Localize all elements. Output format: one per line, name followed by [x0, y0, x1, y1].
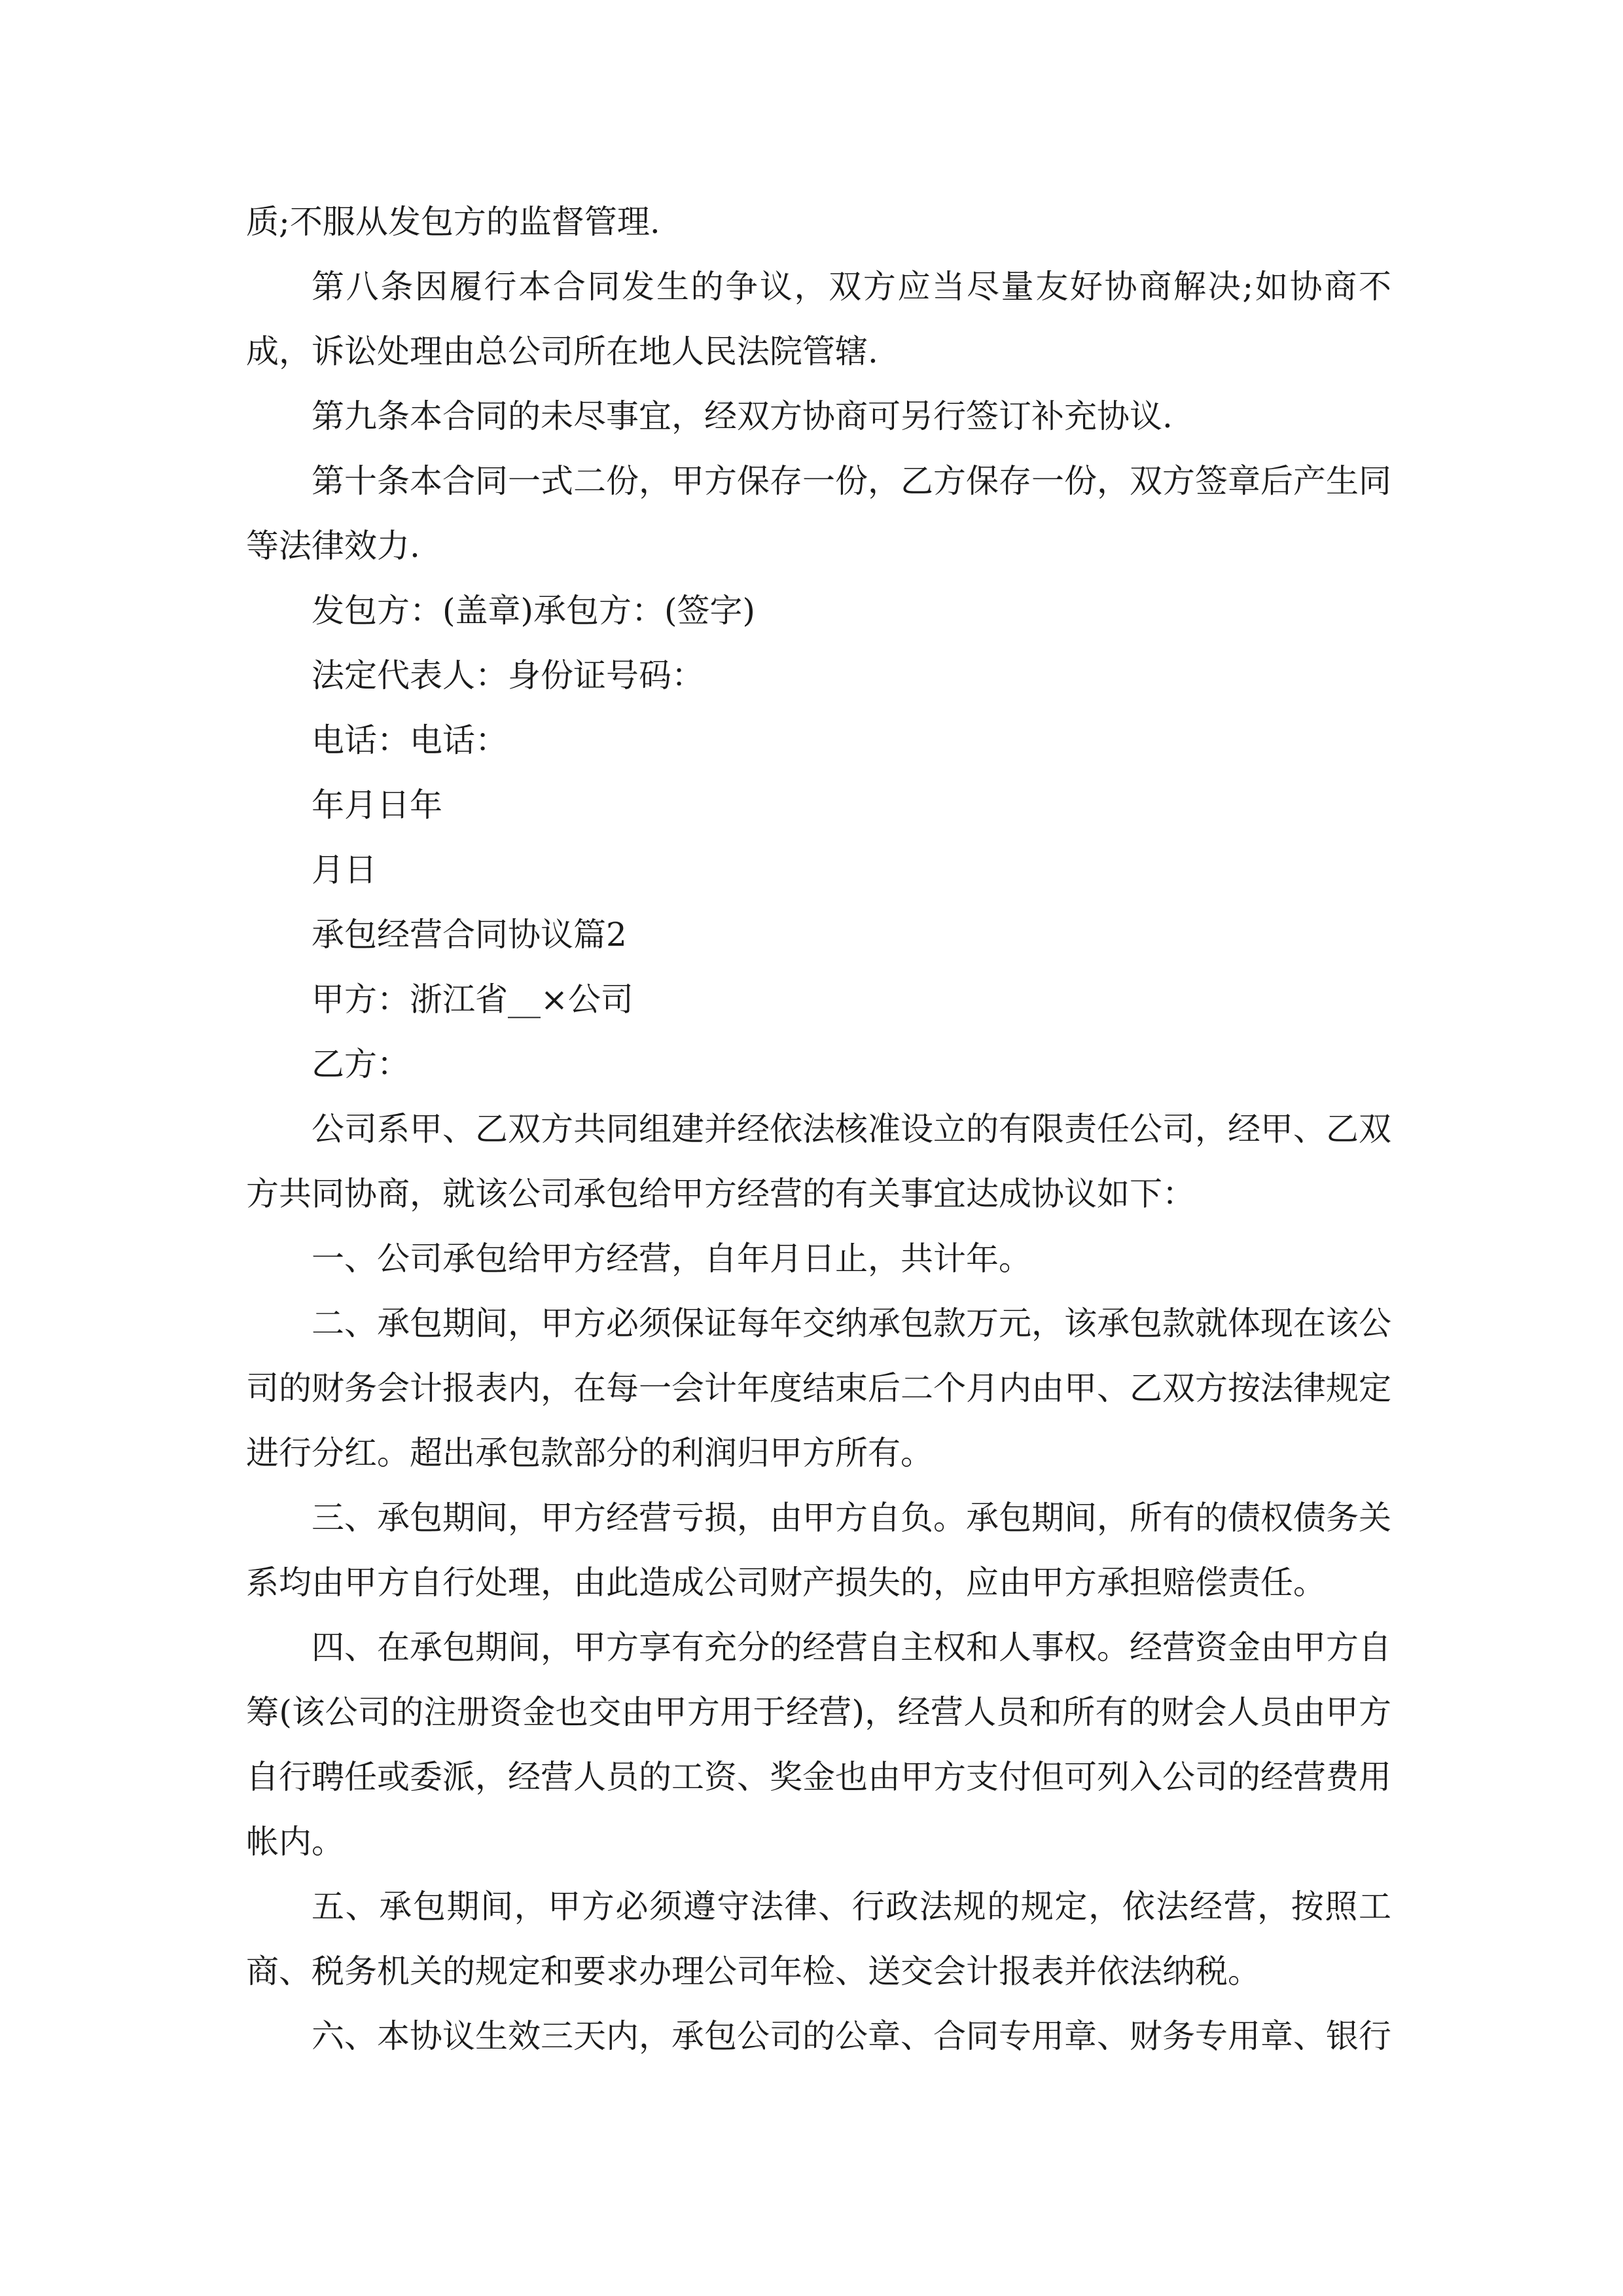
- paragraph-article-8: 第八条因履行本合同发生的争议，双方应当尽量友好协商解决;如协商不成，诉讼处理由总公司所在地人民法院管辖.: [246, 268, 1391, 370]
- paragraph-clause-2: 二、承包期间，甲方必须保证每年交纳承包款万元，该承包款就体现在该公司的财务会计报表内，在每一会计年度结束后二个月内由甲、乙双方按法律规定进行分红。超出承包款部分的利润归甲方所有。: [246, 1304, 1391, 1472]
- section-title: 承包经营合同协议篇2: [312, 916, 627, 954]
- signature-parties-line: 发包方：(盖章)承包方：(签字): [312, 592, 756, 630]
- paragraph-clause-3: 三、承包期间，甲方经营亏损，由甲方自负。承包期间，所有的债权债务关系均由甲方自行处理，由此造成公司财产损失的，应由甲方承担赔偿责任。: [246, 1499, 1391, 1602]
- document-body: [246, 190, 1391, 2069]
- paragraph-continuation: 质;不服从发包方的监督管理.: [246, 203, 660, 241]
- party-a-line: 甲方：浙江省__×公司: [312, 980, 633, 1018]
- phone-line: 电话：电话：: [312, 721, 508, 759]
- date-line-1: 年月日年: [312, 786, 442, 824]
- party-b-line: 乙方：: [312, 1045, 410, 1083]
- paragraph-preamble: 公司系甲、乙双方共同组建并经依法核准设立的有限责任公司，经甲、乙双方共同协商，就该公司承包给甲方经营的有关事宜达成协议如下：: [246, 1110, 1391, 1213]
- paragraph-clause-6: 六、本协议生效三天内，承包公司的公章、合同专用章、财务专用章、银行: [312, 2017, 1391, 2055]
- legal-representative-line: 法定代表人：身份证号码：: [312, 656, 704, 694]
- paragraph-clause-5: 五、承包期间，甲方必须遵守法律、行政法规的规定，依法经营，按照工商、税务机关的规定和要求办理公司年检、送交会计报表并依法纳税。: [246, 1888, 1391, 1990]
- paragraph-clause-4: 四、在承包期间，甲方享有充分的经营自主权和人事权。经营资金由甲方自筹(该公司的注册资金也交由甲方用于经营)，经营人员和所有的财会人员由甲方自行聘任或委派，经营人员的工资、奖金也由甲方支付但可列入公司的经营费用帐内。: [246, 1628, 1391, 1861]
- date-line-2: 月日: [312, 851, 377, 889]
- paragraph-article-10: 第十条本合同一式二份，甲方保存一份，乙方保存一份，双方签章后产生同等法律效力.: [246, 462, 1391, 565]
- paragraph-article-9: 第九条本合同的未尽事宜，经双方协商可另行签订补充协议.: [312, 397, 1173, 435]
- paragraph-clause-1: 一、公司承包给甲方经营，自年月日止，共计年。: [312, 1240, 1031, 1278]
